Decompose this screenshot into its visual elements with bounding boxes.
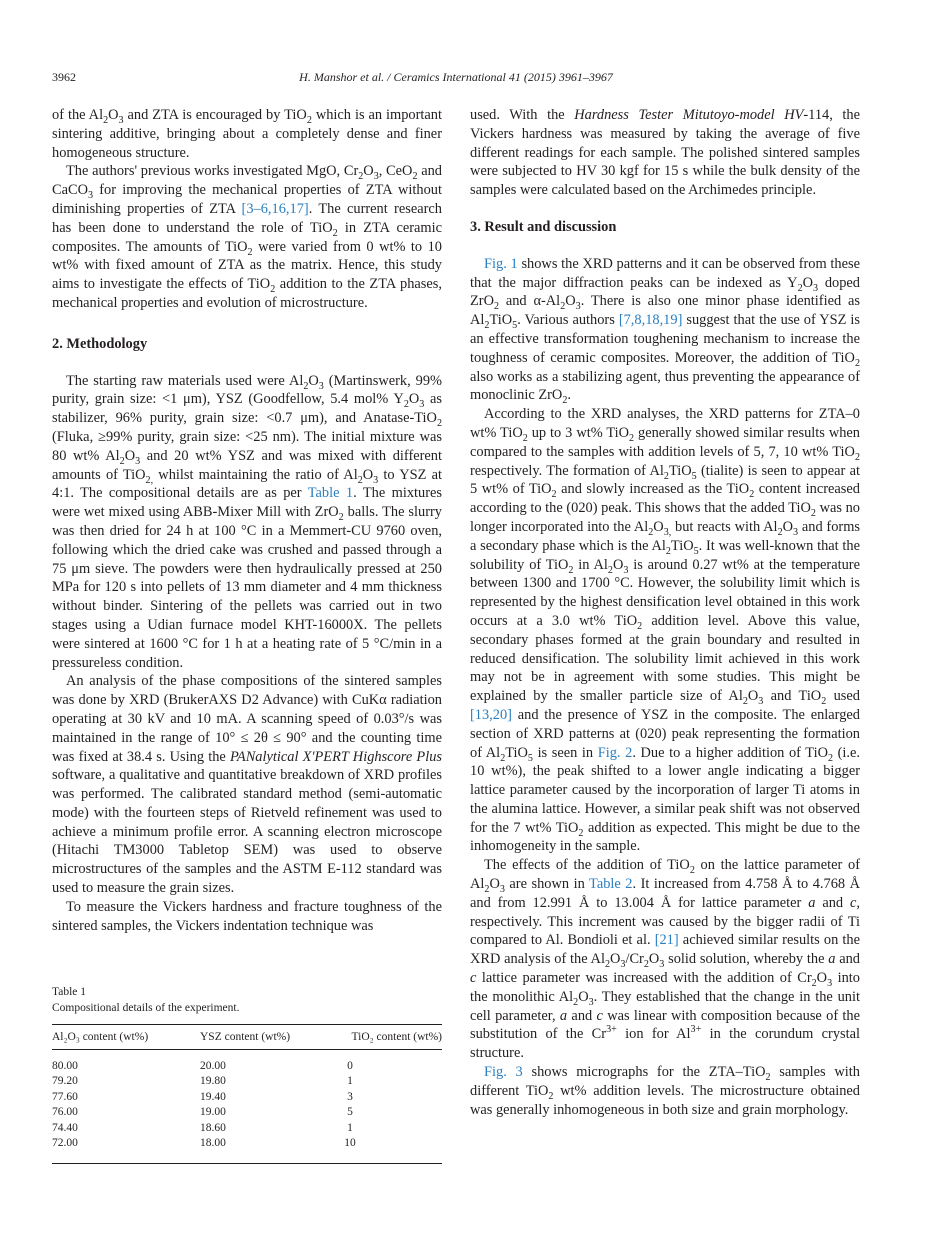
citation-link[interactable]: [13,20] [470,706,512,723]
table-header-row [52,1025,442,1050]
table-row: 76.00 19.00 5 [52,1106,353,1119]
table-row: 74.40 18.60 1 [52,1121,353,1134]
fig-3-link[interactable]: Fig. 3 [484,1064,523,1081]
table-2-link[interactable]: Table 2 [589,876,633,893]
table-label: Table 1 [52,986,87,998]
page-number: 3962 [52,70,76,84]
methodology-paragraph-3-cont: used. With the Hardness Tester Mitutoyo-model HV-114, the Vickers hardness was measured by taking the average of five different readings for each sample. The polished sintered samples were subjected to HV 30 kgf for 15 s while the bulk density of the samples were calculated based on the Archimedes principle. [470,107,860,199]
methodology-paragraph-1: The starting raw materials used were $Al_2O_3$ (Martinswerk, 99% purity, grain size: <1 μm), YSZ (Goodfellow, 5.4 mol% $Y_2O_3$ as stabilizer, 96% purity, grain size: <0.7 μm), and Anatase-TiO$_2$ (Fluka, ≥99% purity, grain size: <25 nm). The initial mixture was 80 wt% $Al_2O_3$ and 20 wt% YSZ and was mixed with different amounts of TiO$_{2,}$ whilst maintaining the ratio of $Al_2O_3$ to YSZ at 4:1. The compositional details are as per Table 1. The mixtures were wet mixed using ABB-Mixer Mill with ZrO$_2$ balls. The slurry was then dried for 24 h at 100 °C in a Memmert-CU 9760 oven, following which the dried cake was crushed and passed through a 75 μm sieve. The powders were then hydraulically pressed at 250 MPa for 120 s into pellets of 13 mm diameter and 4 mm thickness without binder. Sintering of the pellets was carried out in two stages using a Udian furnace model KHT-16000X. The pellets were sintered at 1600 °C for 1 h at a heating rate of 5 °C/min in a pressureless condition. [52,372,443,671]
section-heading-results: 3. Result and discussion [470,218,617,235]
section-heading-methodology: 2. Methodology [52,335,148,352]
methodology-paragraph-3: To measure the Vickers hardness and fracture toughness of the sintered samples, the Vickers indentation technique was [52,898,442,934]
table-row: 79.20 19.80 1 [52,1075,353,1088]
table-row: 77.60 19.40 3 [52,1090,353,1103]
col-header-ysz: YSZ content (wt%) [200,1025,340,1050]
intro-paragraph: The authors' previous works investigated MgO, $Cr_2O_3$, CeO$_2$ and CaCO$_3$ for improving the mechanical properties of ZTA without diminishing properties of ZTA [3–6,16,17]. The current research has been done to understand the role of TiO$_2$ in ZTA ceramic composites. The amounts of TiO$_2$ were varied from 0 wt% to 10 wt% with fixed amount of ZTA as the matrix. Hence, this study aims to investigate the effects of TiO$_2$ addition to the ZTA phases, mechanical properties and evolution of microstructure. [52,163,443,311]
fig-2-link[interactable]: Fig. 2 [597,744,633,761]
results-paragraph-3: The effects of the addition of TiO$_2$ on the lattice parameter of $Al_2O_3$ are shown in Table 2. It increased from 4.758 Å to 4.768 Å and from 12.991 Å to 13.004 Å for lattice parameter a and c, respectively. This increment was caused by the bigger radii of Ti compared to Al. Bondioli et al. [21] achieved similar results on the XRD analysis of the $Al_2O_3/Cr_2O_3$ solid solution, whereby the a and c lattice parameter was increased with the addition of $Cr_2O_3$ into the monolithic $Al_2O_3$. They established that the change in the unit cell parameter, a and c was linear with composition because of the substitution of the $Cr^{3+}$ ion for $Al^{3+}$ in the corundum crystal structure. [470,857,861,1062]
results-paragraph-4: Fig. 3 shows micrographs for the ZTA–TiO$_2$ samples with different TiO$_2$ wt% addition levels. The microstructure obtained was generally inhomogeneous in both size and grain morphology. [470,1064,860,1118]
table-row: 72.00 18.00 10 [52,1136,442,1164]
right-column [470,106,860,1119]
results-paragraph-2: According to the XRD analyses, the XRD patterns for ZTA–0 wt% TiO$_2$ up to 3 wt% TiO$_2$ generally showed similar results when compared to the samples with addition levels of 5, 7, 10 wt% TiO$_2$ respectively. The formation of $Al_2TiO_5$ (tialite) is seen to appear at 5 wt% of TiO$_2$ and slowly increased as the TiO$_2$ content increased according to the (020) peak. This shows that the added TiO$_2$ was no longer incorporated into the $Al_2O_{3,}$ but reacts with $Al_2O_3$ and forms a secondary phase which is the $Al_2TiO_5$. It was well-known that the solubility of TiO$_2$ in $Al_2O_3$ is around 0.27 wt% at the temperature between 1300 and 1700 °C. However, the solubility limit which is represented by the highest densification level obtained in this work occurs at a 3.0 wt% TiO$_2$ addition level. Above this value, secondary phases formed at the grain boundary and resulted in reduced densification. The solubility limit achieved in this work may not be in agreement with some studies. This might be explained by the smaller particle size of $Al_2O_3$ and TiO$_2$ used [13,20] and the presence of YSZ in the composite. The enlarged section of XRD patterns at (020) peak representing the formation of $Al_2TiO_5$ is seen in Fig. 2. Due to a higher addition of TiO$_2$ (i.e. 10 wt%), the peak shifted to a lower angle indicating a bigger lattice parameter caused by the incorporation of larger Ti atoms in the alumina lattice. However, a similar peak shift was not observed for the 7 wt% TiO$_2$ addition as expected. This might be due to the inhomogeneity in the sample. [470,406,861,855]
citation-link[interactable]: [7,8,18,19] [618,312,683,329]
citation-link[interactable]: [3–6,16,17] [241,200,309,217]
table-row: 80.00 20.00 0 [52,1060,353,1072]
col-header-al2o3: Al₂O₃ content (wt%) [52,1025,200,1050]
page-header [52,70,860,88]
methodology-paragraph-2: An analysis of the phase compositions of the sintered samples was done by XRD (BrukerAXS D2 Advance) with CuKα radiation operating at 30 kV and 10 mA. A scanning speed of 0.03°/s was maintained in the range of 10° ≤ 2θ ≤ 90° and the counting time was fixed at 38.4 s. Using the PANalytical X'PERT Highscore Plus software, a qualitative and quantitative breakdown of XRD profiles was performed. The calibrated standard method (semi-automatic mode) with the fourteen steps of Rietveld refinement was used to achieve a minimum profile error. A scanning electron microscope (Hitachi TM3000 Tabletop SEM) was used to observe microstructures of the samples and the ASTM E-112 standard was used to measure the grain sizes. [52,673,442,897]
table-1-link[interactable]: Table 1 [307,485,354,502]
running-title: H. Manshor et al. / Ceramics International 41 (2015) 3961–3967 [299,70,613,84]
left-column [52,106,442,935]
table-1 [52,984,442,1164]
intro-paragraph-end: of the $Al_2O_3$ and ZTA is encouraged by TiO$_2$ which is an important sintering additive, bringing about a completely dense and finer homogeneous structure. [52,107,442,161]
fig-1-link[interactable]: Fig. 1 [484,255,518,272]
col-header-tio2: TiO₂ content (wt%) [340,1025,442,1050]
table-caption: Compositional details of the experiment. [52,1002,240,1014]
citation-link[interactable]: [21] [654,932,679,949]
composition-table [52,1024,442,1164]
results-paragraph-1: Fig. 1 shows the XRD patterns and it can be observed from these that the major diffraction peaks can be indexed as $Y_2O_3$ doped ZrO$_2$ and $\alpha-Al_2O_3$. There is also one minor phase identified as $Al_2TiO_5$. Various authors [7,8,18,19] suggest that the use of YSZ is an effective transformation toughening mechanism to increase the toughness of ceramic composites. Moreover, the addition of TiO$_2$ also works as a stabilizing agent, thus preventing the appearance of monoclinic ZrO$_2$. [470,255,861,407]
